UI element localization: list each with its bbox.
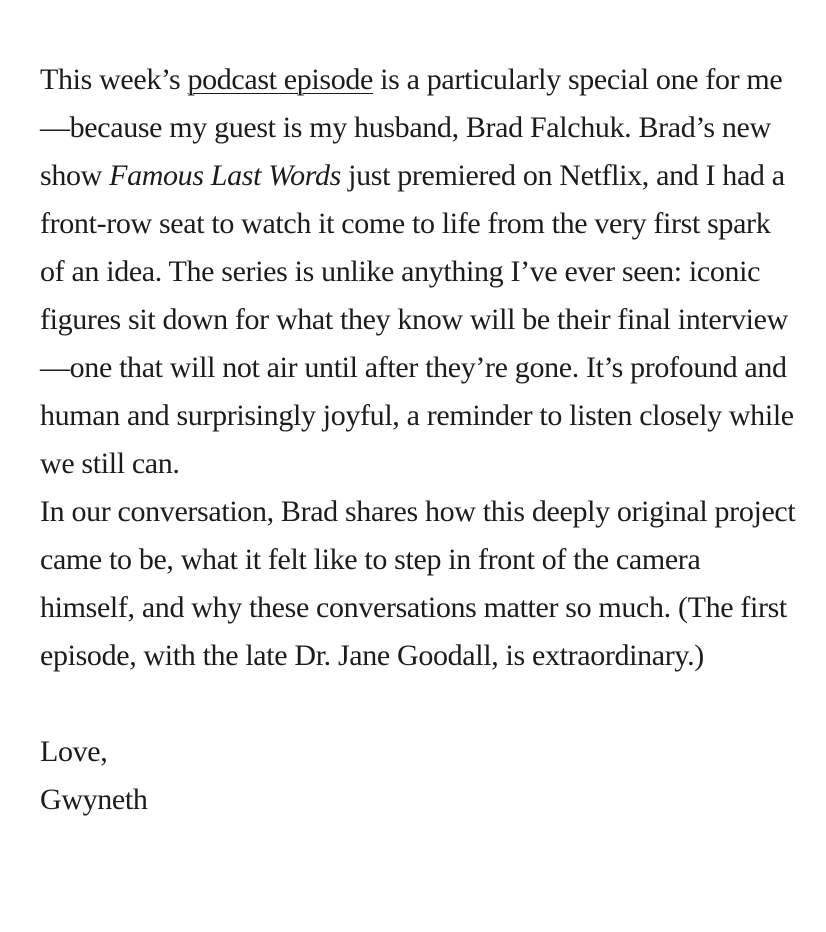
signoff-closing: Love, — [40, 735, 108, 768]
article-body — [40, 56, 800, 824]
signoff-name: Gwyneth — [40, 783, 148, 816]
conversation-paragraph: In our conversation, Brad shares how this deeply original project came to be, what it felt like to step in front of the camera himself, and why these conversations matter so much. (The first episode, with the late Dr. Jane Goodall, is extraordinary.) — [40, 495, 796, 672]
show-title: Famous Last Words — [109, 159, 341, 192]
intro-text-middle: is a particularly special one for me—because my guest is my husband, Brad Falchuk. Brad’s new show — [40, 63, 783, 192]
signoff — [40, 728, 800, 824]
intro-text-end: just premiered on Netflix, and I had a front-row seat to watch it come to life from the very first spark of an idea. The series is unlike anything I’ve ever seen: iconic figures sit down for what they know will be their final interview—one that will not air until after they’re gone. It’s profound and human and surprisingly joyful, a reminder to listen closely while we still can. — [40, 159, 794, 480]
intro-text-start: This week’s — [40, 63, 188, 96]
podcast-episode-link[interactable]: podcast episode — [187, 63, 373, 96]
intro-paragraph — [40, 56, 800, 488]
